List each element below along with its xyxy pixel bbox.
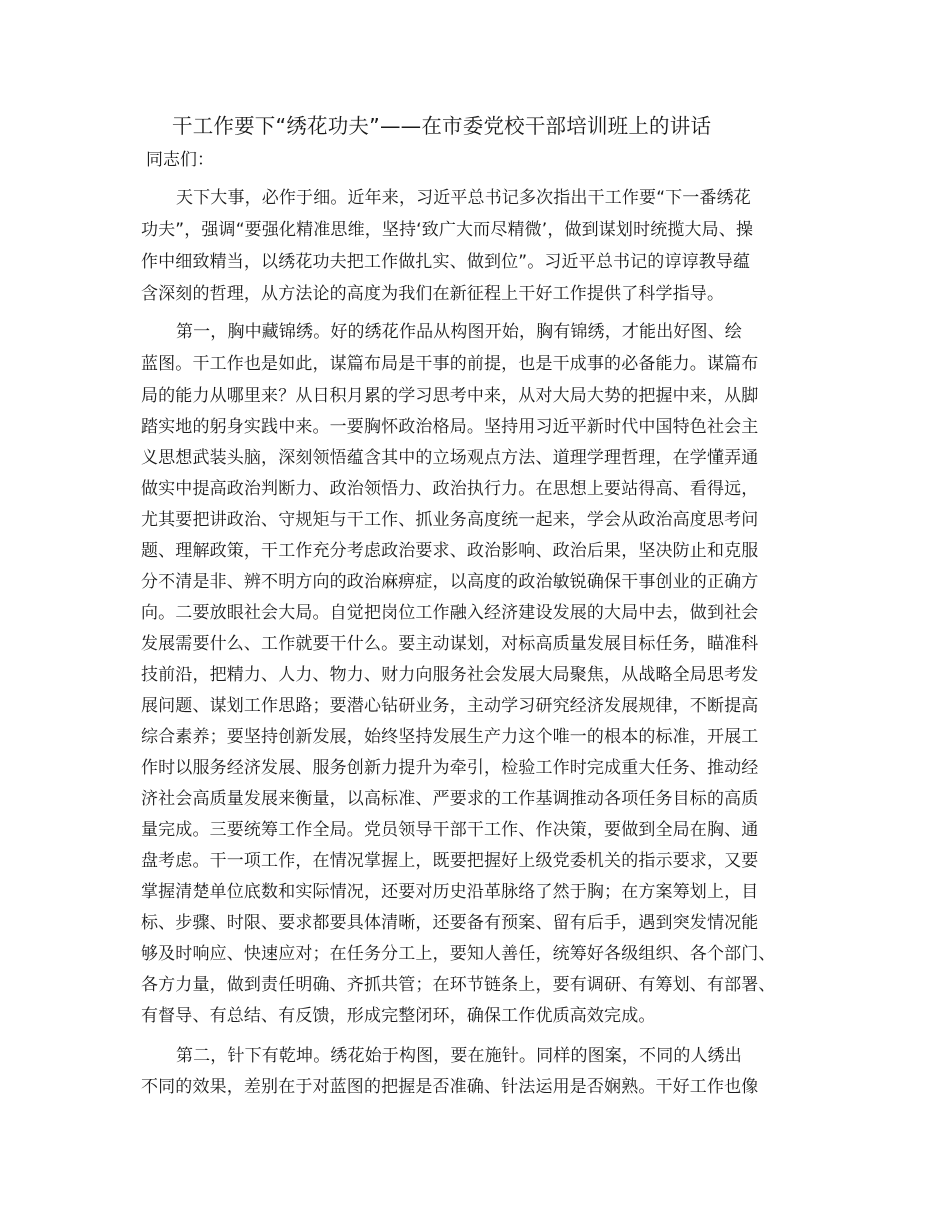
paragraph-line: 各方力量，做到责任明确、齐抓共管；在环节链条上，要有调研、有筹划、有部署、 (141, 975, 776, 995)
paragraph-line: 功夫”，强调“要强化精准思维，坚持‘致广大而尽精微’，做到谋划时统揽大局、操 (141, 220, 754, 240)
paragraph-line: 展问题、谋划工作思路；要潜心钻研业务，主动学习研究经济发展规律，不断提高 (141, 696, 759, 716)
paragraph-line: 踏实地的躬身实践中来。一要胸怀政治格局。坚持用习近平新时代中国特色社会主 (141, 417, 759, 437)
paragraph-line: 义思想武装头脑，深刻领悟蕴含其中的立场观点方法、道理学理哲理，在学懂弄通 (141, 448, 759, 468)
document-title: 干工作要下“绣花功夫”——在市委党校干部培训班上的讲话 (172, 114, 712, 138)
salutation: 同志们： (146, 150, 214, 170)
paragraph-line: 题、理解政策，干工作充分考虑政治要求、政治影响、政治后果，坚决防止和克服 (141, 541, 759, 561)
paragraph-line: 分不清是非、辨不明方向的政治麻痹症，以高度的政治敏锐确保干事创业的正确方 (141, 572, 759, 592)
paragraph-line: 够及时响应、快速应对；在任务分工上，要知人善任，统筹好各级组织、各个部门、 (141, 944, 776, 964)
paragraph-line: 天下大事，必作于细。近年来，习近平总书记多次指出干工作要“下一番绣花 (176, 188, 751, 208)
paragraph-line: 标、步骤、时限、要求都要具体清晰，还要备有预案、留有后手，遇到突发情况能 (141, 913, 759, 933)
paragraph-line: 综合素养；要坚持创新发展，始终坚持发展生产力这个唯一的根本的标准，开展工 (141, 727, 759, 747)
paragraph-line: 有督导、有总结、有反馈，形成完整闭环，确保工作优质高效完成。 (141, 1006, 656, 1026)
paragraph-line: 向。二要放眼社会大局。自觉把岗位工作融入经济建设发展的大局中去，做到社会 (141, 603, 759, 623)
paragraph-line: 盘考虑。干一项工作，在情况掌握上，既要把握好上级党委机关的指示要求，又要 (141, 851, 759, 871)
paragraph-line: 技前沿，把精力、人力、物力、财力向服务社会发展大局聚焦，从战略全局思考发 (141, 665, 759, 685)
paragraph-line: 作中细致精当，以绣花功夫把工作做扎实、做到位”。习近平总书记的谆谆教导蕴 (141, 252, 751, 272)
paragraph-line: 作时以服务经济发展、服务创新力提升为牵引，检验工作时完成重大任务、推动经 (141, 758, 759, 778)
paragraph-line: 局的能力从哪里来？从日积月累的学习思考中来，从对大局大势的把握中来，从脚 (141, 386, 759, 406)
paragraph-line: 发展需要什么、工作就要干什么。要主动谋划，对标高质量发展目标任务，瞄准科 (141, 634, 759, 654)
paragraph-line: 第一，胸中藏锦绣。好的绣花作品从构图开始，胸有锦绣，才能出好图、绘 (176, 322, 742, 342)
paragraph-line: 不同的效果，差别在于对蓝图的把握是否准确、针法运用是否娴熟。干好工作也像 (141, 1077, 759, 1097)
paragraph-line: 尤其要把讲政治、守规矩与干工作、抓业务高度统一起来，学会从政治高度思考问 (141, 510, 759, 530)
paragraph-line: 做实中提高政治判断力、政治领悟力、政治执行力。在思想上要站得高、看得远， (141, 479, 759, 499)
paragraph-line: 第二，针下有乾坤。绣花始于构图，要在施针。同样的图案，不同的人绣出 (176, 1046, 742, 1066)
paragraph-line: 量完成。三要统筹工作全局。党员领导干部干工作、作决策，要做到全局在胸、通 (141, 820, 759, 840)
paragraph-line: 含深刻的哲理，从方法论的高度为我们在新征程上干好工作提供了科学指导。 (141, 284, 725, 304)
paragraph-line: 济社会高质量发展来衡量，以高标准、严要求的工作基调推动各项任务目标的高质 (141, 789, 759, 809)
paragraph-line: 掌握清楚单位底数和实际情况，还要对历史沿革脉络了然于胸；在方案筹划上，目 (141, 882, 759, 902)
paragraph-line: 蓝图。干工作也是如此，谋篇布局是干事的前提，也是干成事的必备能力。谋篇布 (141, 354, 759, 374)
